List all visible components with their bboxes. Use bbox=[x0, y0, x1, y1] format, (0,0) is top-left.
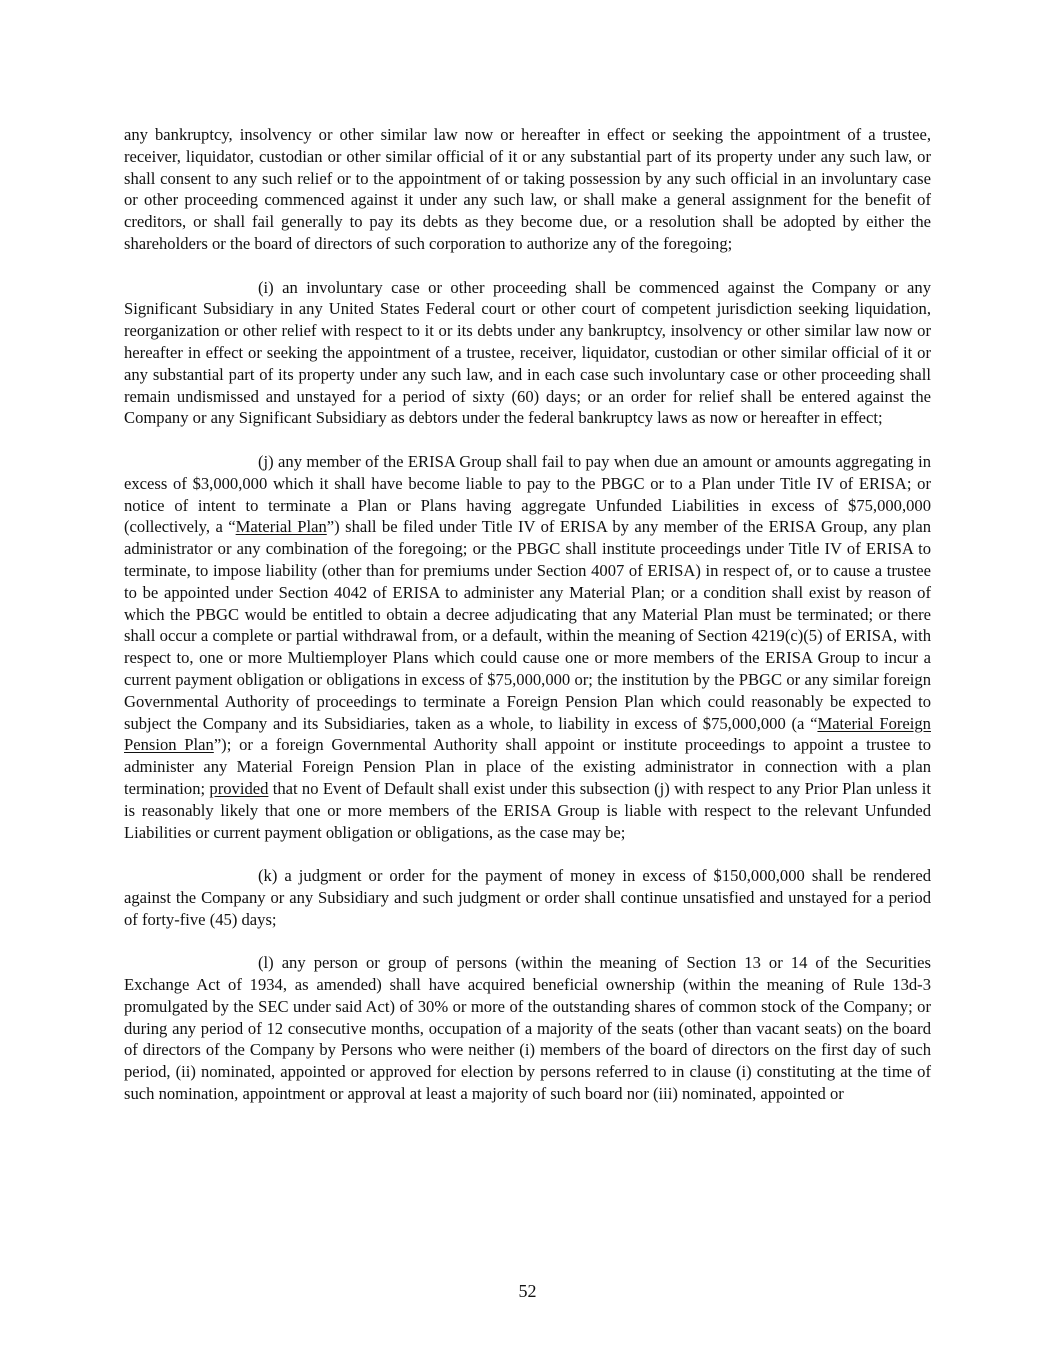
defined-term-material-plan: Material Plan bbox=[235, 517, 327, 537]
proviso-term-provided: provided bbox=[209, 778, 269, 798]
paragraph-l: (l) any person or group of persons (within the meaning of Section 13 or 14 of the Securities Exchange Act of 1934, as amended) shall have acquired beneficial ownership (within the meaning of Rule 13d-3 promulgated by the SEC under said Act) of 30% or more of the outstanding shares of common stock of the Company; or during any period of 12 consecutive months, occupation of a majority of the seats (other than vacant seats) on the board of directors of the Company by Persons who were neither (i) members of the board of directors on the first day of such period, (ii) nominated, appointed or approved for election by persons referred to in clause (i) constituting at the time of such nomination, appointment or approval at least a majority of such board nor (iii) nominated, appointed or bbox=[124, 953, 931, 1104]
document-page bbox=[124, 124, 931, 1127]
paragraph-j-text: (j) any member of the ERISA Group shall fail to pay when due an amount or amounts aggregating in excess of $3,000,000 which it shall have become liable to pay to the PBGC or to a Plan under Title IV of ERISA; or notice of intent to terminate a Plan or Plans having aggregate Unfunded Liabilities in excess of $75,000,000 (collectively, a “ bbox=[124, 451, 931, 537]
defined-term-material-foreign-pension-plan: Material Foreign Pension Plan bbox=[124, 713, 931, 755]
paragraph-j-text: ”); or a foreign Governmental Authority shall appoint or institute proceedings to appoint a trustee to administer any Material Foreign Pension Plan in place of the existing administrator in connection with a plan termination; bbox=[124, 735, 931, 798]
paragraph-j-text: ”) shall be filed under Title IV of ERISA by any member of the ERISA Group, any plan administrator or any combination of the foregoing; or the PBGC shall institute proceedings under Title IV of ERISA to terminate, to impose liability (other than for premiums under Section 4007 of ERISA) in respect of, or to cause a trustee to be appointed under Section 4042 of ERISA to administer any Material Plan; or a condition shall exist by reason of which the PBGC would be entitled to obtain a decree adjudicating that any Material Plan must be terminated; or there shall occur a complete or partial withdrawal from, or a default, within the meaning of Section 4219(c)(5) of ERISA, with respect to, one or more Multiemployer Plans which could cause one or more members of the ERISA Group to incur a current payment obligation or obligations in excess of $75,000,000 or; the institution by the PBGC or any similar foreign Governmental Authority of proceedings to terminate a Foreign Pension Plan which could reasonably be expected to subject the Company and its Subsidiaries, taken as a whole, to liability in excess of $75,000,000 (a “ bbox=[124, 517, 932, 733]
paragraph-h-continued: any bankruptcy, insolvency or other similar law now or hereafter in effect or seeking the appointment of a trustee, receiver, liquidator, custodian or other similar official of it or any substantial part of its property under any such law, or shall consent to any such relief or to the appointment of or taking possession by any such official in an involuntary case or other proceeding commenced against it under any such law, or shall make a general assignment for the benefit of creditors, or shall fail generally to pay its debts as they become due, or a resolution shall be adopted by either the shareholders or the board of directors of such corporation to authorize any of the foregoing; bbox=[124, 125, 931, 253]
paragraph-j-text: that no Event of Default shall exist under this subsection (j) with respect to any Prior Plan unless it is reasonably likely that one or more members of the ERISA Group is liable with respect to the relevant Unfunded Liabilities or current payment obligation or obligations, as the case may be; bbox=[124, 778, 931, 842]
paragraph-k: (k) a judgment or order for the payment of money in excess of $150,000,000 shall be rendered against the Company or any Subsidiary and such judgment or order shall continue unsatisfied and unstayed for a period of forty-five (45) days; bbox=[124, 866, 931, 929]
paragraph-i: (i) an involuntary case or other proceeding shall be commenced against the Company or any Significant Subsidiary in any United States Federal court or other court of competent jurisdiction seeking liquidation, reorganization or other relief with respect to it or its debts under any bankruptcy, insolvency or other similar law now or hereafter in effect or seeking the appointment of a trustee, receiver, liquidator, custodian or other similar official of it or any substantial part of its property under any such law, and in each case such involuntary case or other proceeding shall remain undismissed and unstayed for a period of sixty (60) days; or an order for relief shall be entered against the Company or any Significant Subsidiary as debtors under the federal bankruptcy laws as now or hereafter in effect; bbox=[124, 277, 931, 428]
paragraph-j bbox=[124, 451, 931, 843]
page-number: 52 bbox=[518, 1281, 537, 1301]
